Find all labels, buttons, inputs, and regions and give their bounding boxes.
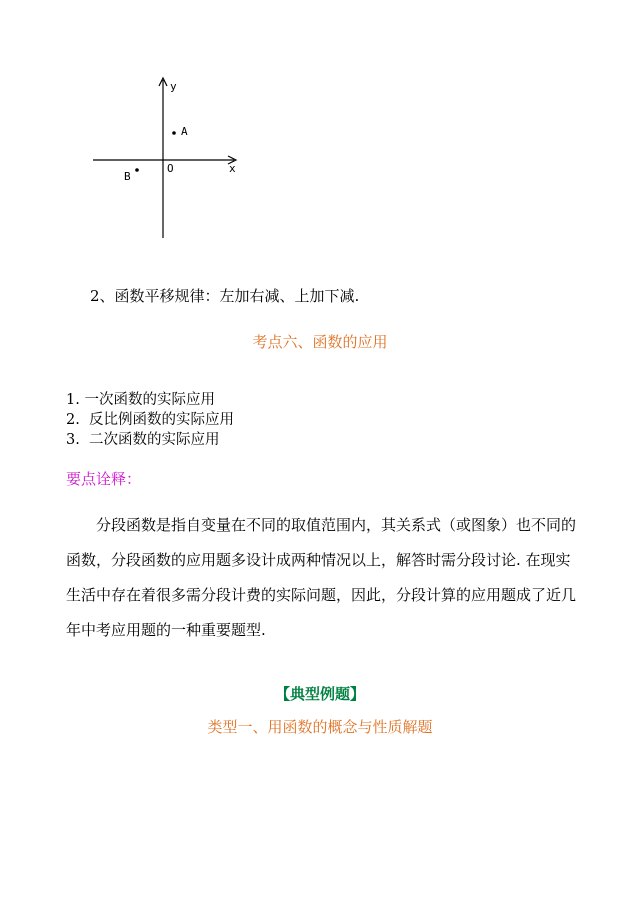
translation-rule: 2、函数平移规律：左加右减、上加下减. <box>90 287 360 305</box>
examples-title: 【典型例题】 <box>274 685 365 703</box>
key-points-title: 要点诠释： <box>66 470 142 488</box>
coordinate-figure <box>0 0 640 260</box>
paragraph-line: 函数，分段函数的应用题多设计成两种情况以上，解答时需分段讨论. 在现实 <box>66 551 571 569</box>
paragraph-line: 年中考应用题的一种重要题型. <box>66 621 266 639</box>
point-b <box>135 168 139 172</box>
y-axis-label: y <box>170 80 177 93</box>
type-title: 类型一、用函数的概念与性质解题 <box>207 718 433 736</box>
list-item: 2. 反比例函数的实际应用 <box>66 412 235 428</box>
list-item: 3. 二次函数的实际应用 <box>66 432 220 448</box>
point-b-label: B <box>124 170 131 183</box>
x-axis-label: x <box>229 162 236 175</box>
paragraph-line: 生活中存在着很多需分段计费的实际问题，因此，分段计算的应用题成了近几 <box>66 586 577 604</box>
point-a-label: A <box>181 125 188 138</box>
section-title: 考点六、函数的应用 <box>252 333 388 351</box>
application-list <box>66 390 234 450</box>
point-a <box>172 131 176 135</box>
origin-label: O <box>167 162 174 175</box>
paragraph-line: 分段函数是指自变量在不同的取值范围内，其关系式（或图象）也不同的 <box>96 516 577 534</box>
list-item: 1. 一次函数的实际应用 <box>66 392 215 408</box>
